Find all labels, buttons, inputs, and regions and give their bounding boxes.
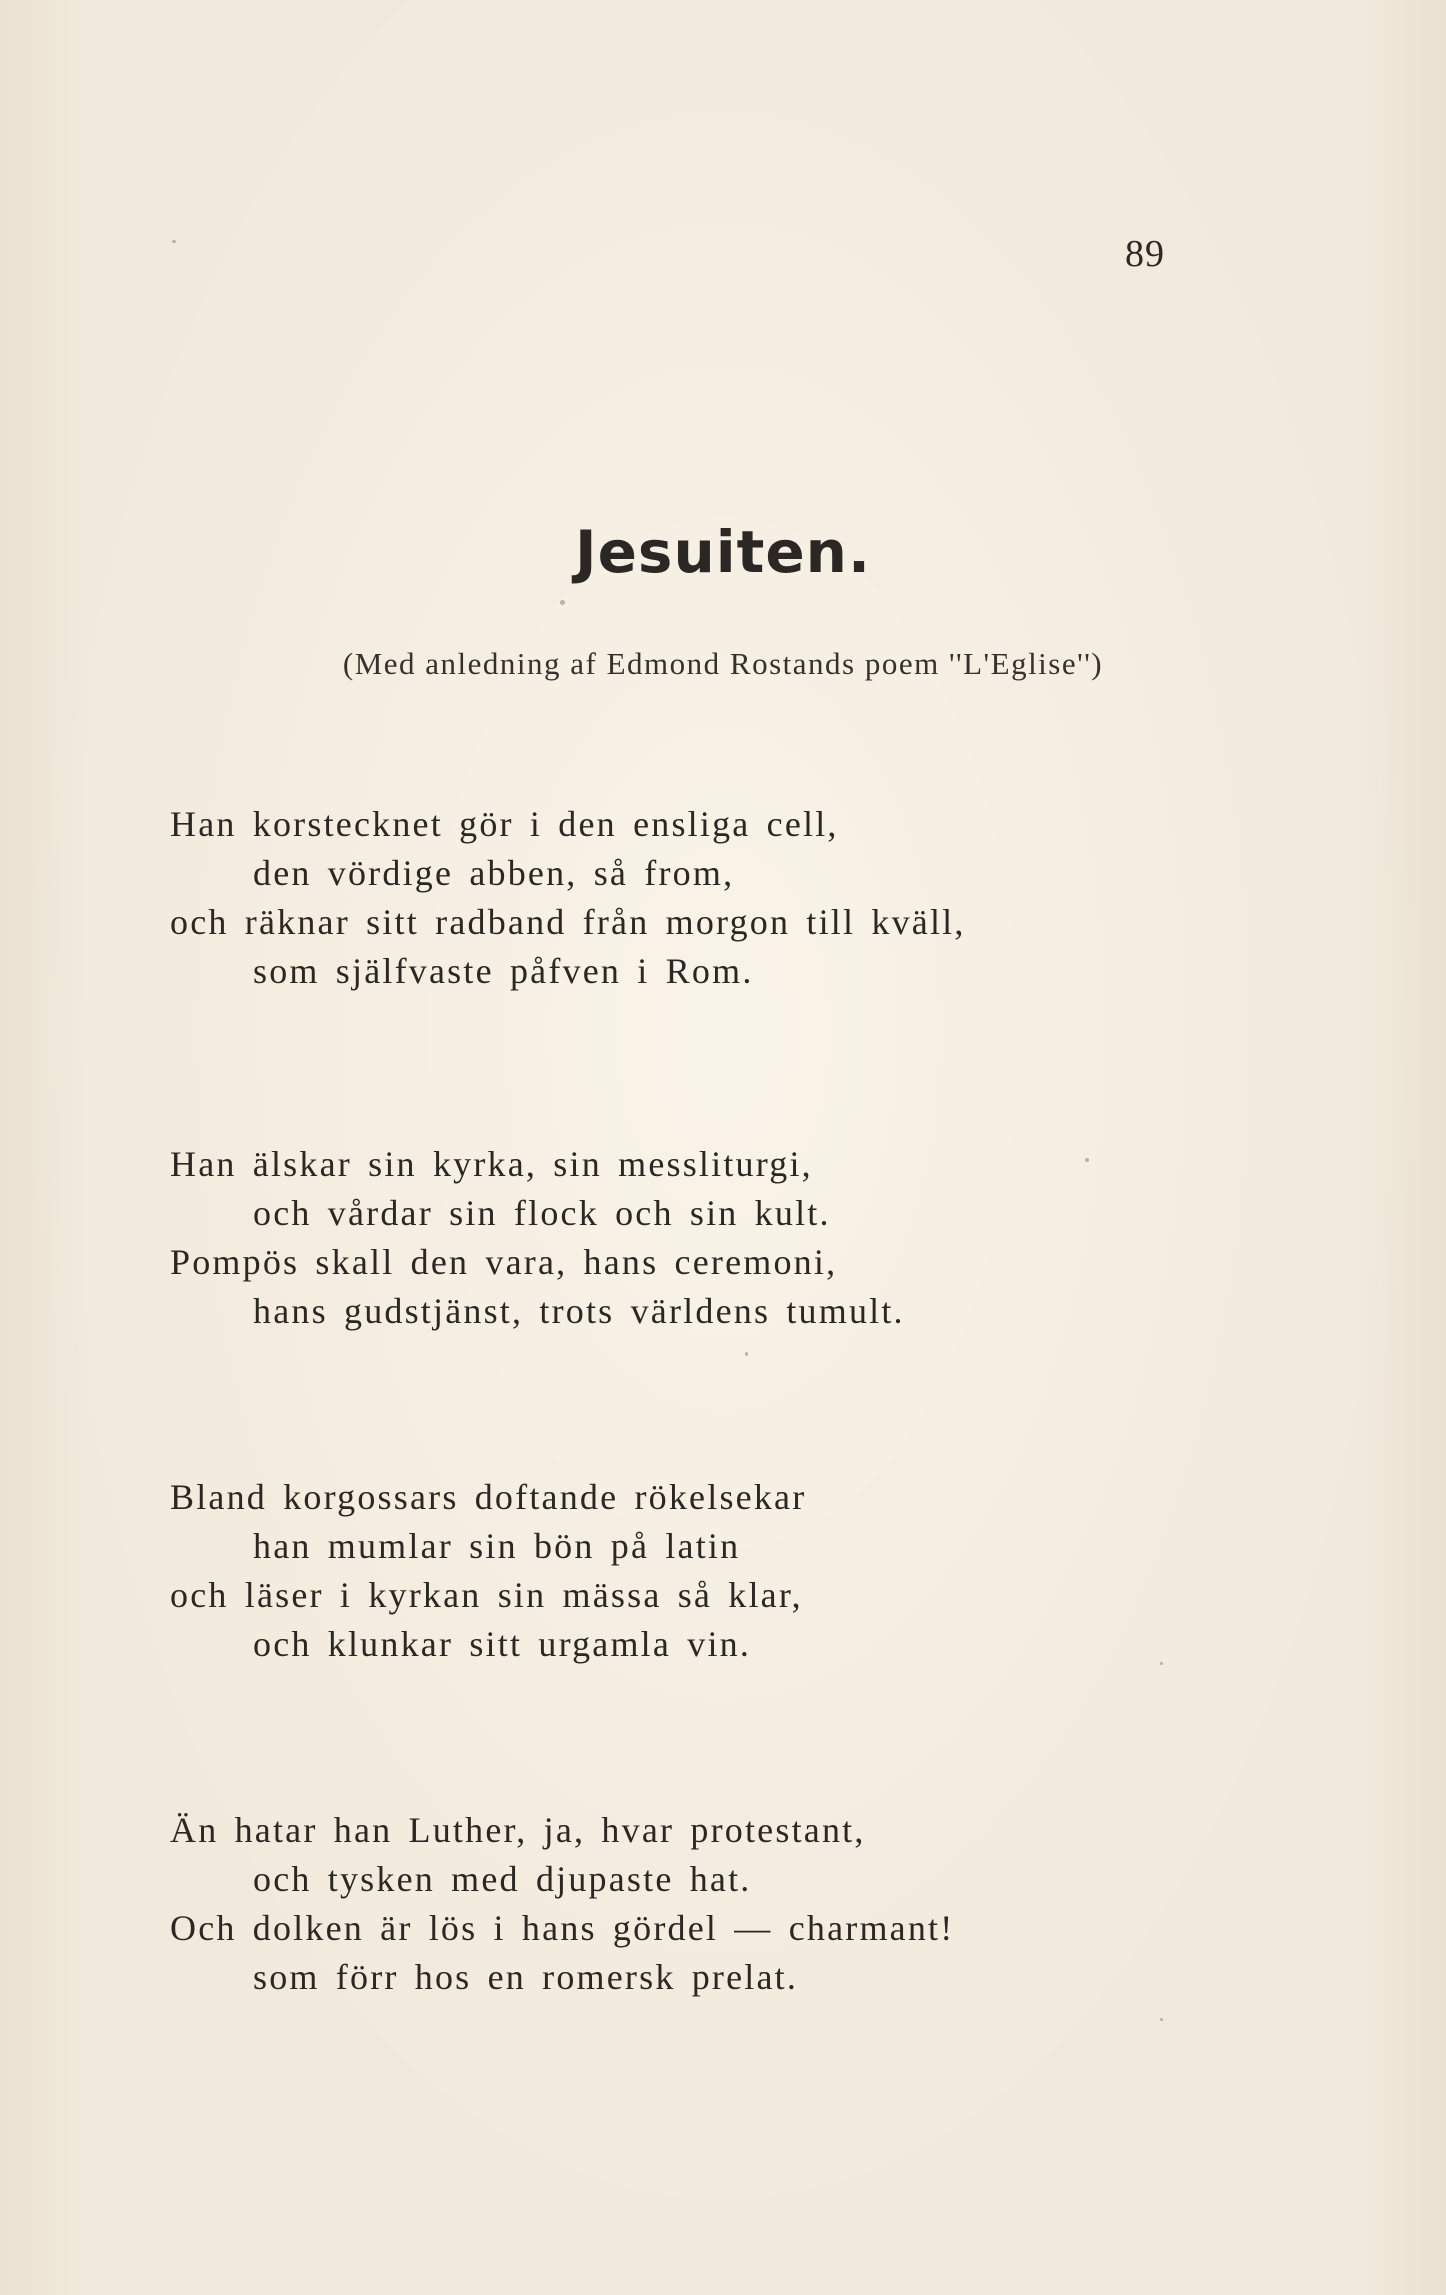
poem-subtitle: (Med anledning af Edmond Rostands poem ''L'Eglise''): [342, 646, 1104, 681]
paper-speck: [1160, 2018, 1163, 2021]
verse-line: och läser i kyrkan sin mässa så klar,: [170, 1575, 803, 1615]
stanza-4: [170, 1806, 1300, 2002]
stanza-2: [170, 1140, 1300, 1336]
paper-speck: [745, 1352, 748, 1356]
verse-line: och räknar sitt radband från morgon till kväll,: [170, 902, 966, 942]
verse-line: som själfvaste påfven i Rom.: [253, 951, 754, 991]
paper-speck: [1085, 1158, 1089, 1162]
verse-line: Han älskar sin kyrka, sin messliturgi,: [170, 1144, 813, 1184]
verse-line: den vördige abben, så from,: [253, 853, 735, 893]
verse-line: han mumlar sin bön på latin: [253, 1526, 741, 1566]
verse-line: och tysken med djupaste hat.: [253, 1859, 752, 1899]
paper-speck: [172, 240, 176, 243]
paper-speck: [1160, 1662, 1163, 1665]
stanza-3: [170, 1473, 1300, 1669]
verse-line: hans gudstjänst, trots världens tumult.: [253, 1291, 905, 1331]
verse-line: och vårdar sin flock och sin kult.: [253, 1193, 831, 1233]
verse-line: Pompös skall den vara, hans ceremoni,: [170, 1242, 838, 1282]
verse-line: som förr hos en romersk prelat.: [253, 1957, 799, 1997]
verse-line: Han korstecknet gör i den ensliga cell,: [170, 804, 839, 844]
paper-speck: [560, 600, 565, 605]
verse-line: Bland korgossars doftande rökelsekar: [170, 1477, 807, 1517]
verse-line: Och dolken är lös i hans gördel — charmant!: [170, 1908, 955, 1948]
poem-title: Jesuiten.: [575, 518, 871, 586]
stanza-1: [170, 800, 1300, 996]
verse-line: Än hatar han Luther, ja, hvar protestant,: [170, 1810, 866, 1850]
verse-line: och klunkar sitt urgamla vin.: [253, 1624, 752, 1664]
page-number: 89: [1125, 233, 1165, 275]
